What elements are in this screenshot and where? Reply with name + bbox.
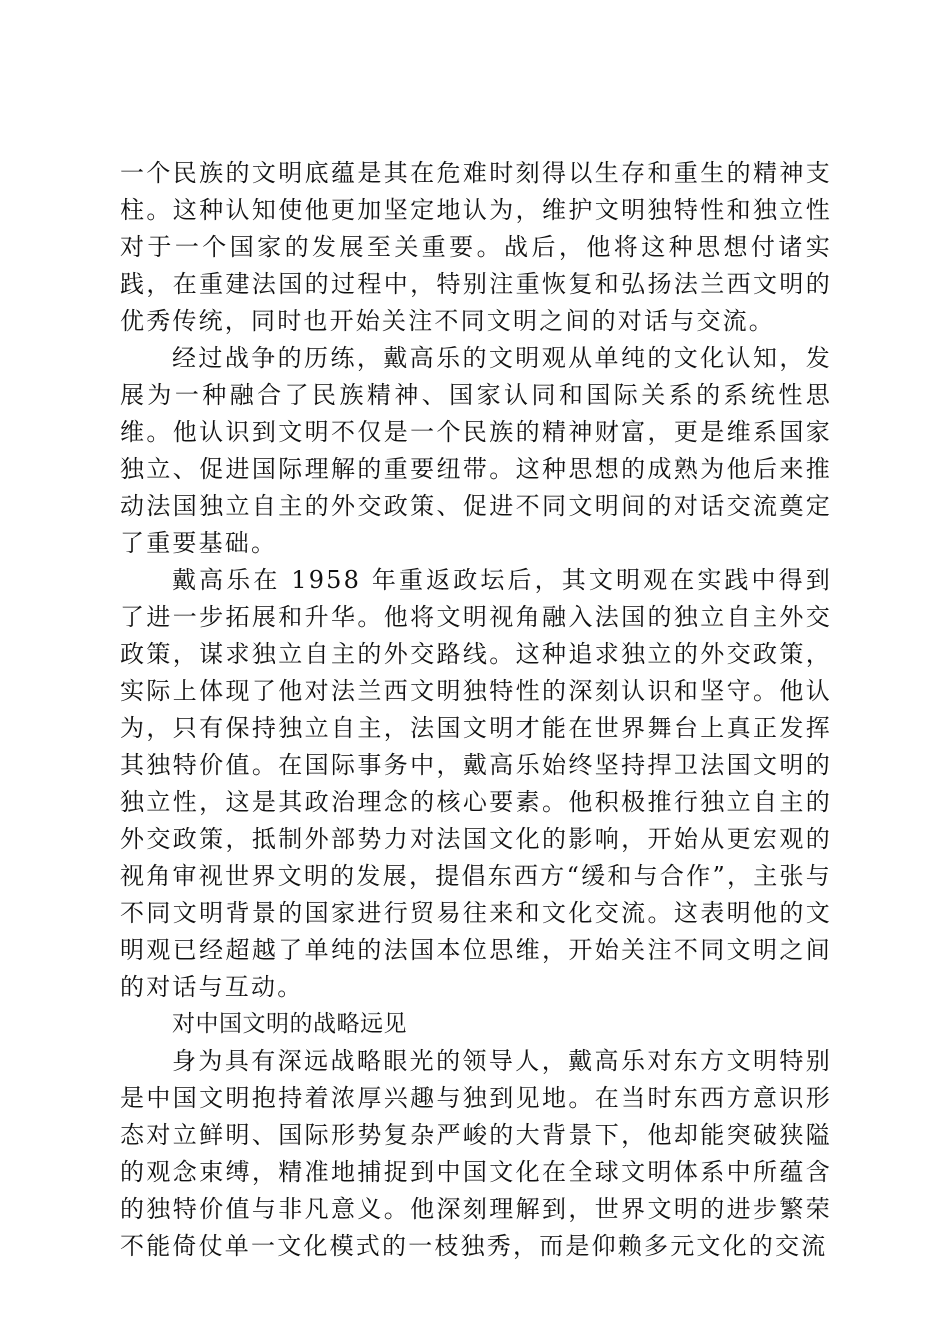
- paragraph-china-vision: 身为具有深远战略眼光的领导人，戴高乐对东方文明特别是中国文明抱持着浓厚兴趣与独到见地。在当时东西方意识形态对立鲜明、国际形势复杂严峻的大背景下，他却能突破狭隘的观念束缚，精准地捕捉到中国文化在全球文明体系中所蕴含的独特价值与非凡意义。他深刻理解到，世界文明的进步繁荣不能倚仗单一文化模式的一枝独秀，而是仰赖多元文化的交流: [120, 1047, 832, 1260]
- body-text: [120, 155, 832, 1265]
- paragraph-continued: 一个民族的文明底蕴是其在危难时刻得以生存和重生的精神支柱。这种认知使他更加坚定地认为，维护文明独特性和独立性对于一个国家的发展至关重要。战后，他将这种思想付诸实践，在重建法国的过程中，特别注重恢复和弘扬法兰西文明的优秀传统，同时也开始关注不同文明之间的对话与交流。: [120, 159, 832, 335]
- paragraph-war-experience: 经过战争的历练，戴高乐的文明观从单纯的文化认知，发展为一种融合了民族精神、国家认同和国际关系的系统性思维。他认识到文明不仅是一个民族的精神财富，更是维系国家独立、促进国际理解的重要纽带。这种思想的成熟为他后来推动法国独立自主的外交政策、促进不同文明间的对话交流奠定了重要基础。: [120, 344, 832, 557]
- section-heading: 对中国文明的战略远见: [172, 1011, 407, 1037]
- paragraph-return-1958: 戴高乐在 1958 年重返政坛后，其文明观在实践中得到了进一步拓展和升华。他将文明视角融入法国的独立自主外交政策，谋求独立自主的外交路线。这种追求独立的外交政策，实际上体现了他对法兰西文明独特性的深刻认识和坚守。他认为，只有保持独立自主，法国文明才能在世界舞台上真正发挥其独特价值。在国际事务中，戴高乐始终坚持捍卫法国文明的独立性，这是其政治理念的核心要素。他积极推行独立自主的外交政策，抵制外部势力对法国文化的影响，开始从更宏观的视角审视世界文明的发展，提倡东西方“缓和与合作”，主张与不同文明背景的国家进行贸易往来和文化交流。这表明他的文明观已经超越了单纯的法国本位思维，开始关注不同文明之间的对话与互动。: [120, 566, 832, 1001]
